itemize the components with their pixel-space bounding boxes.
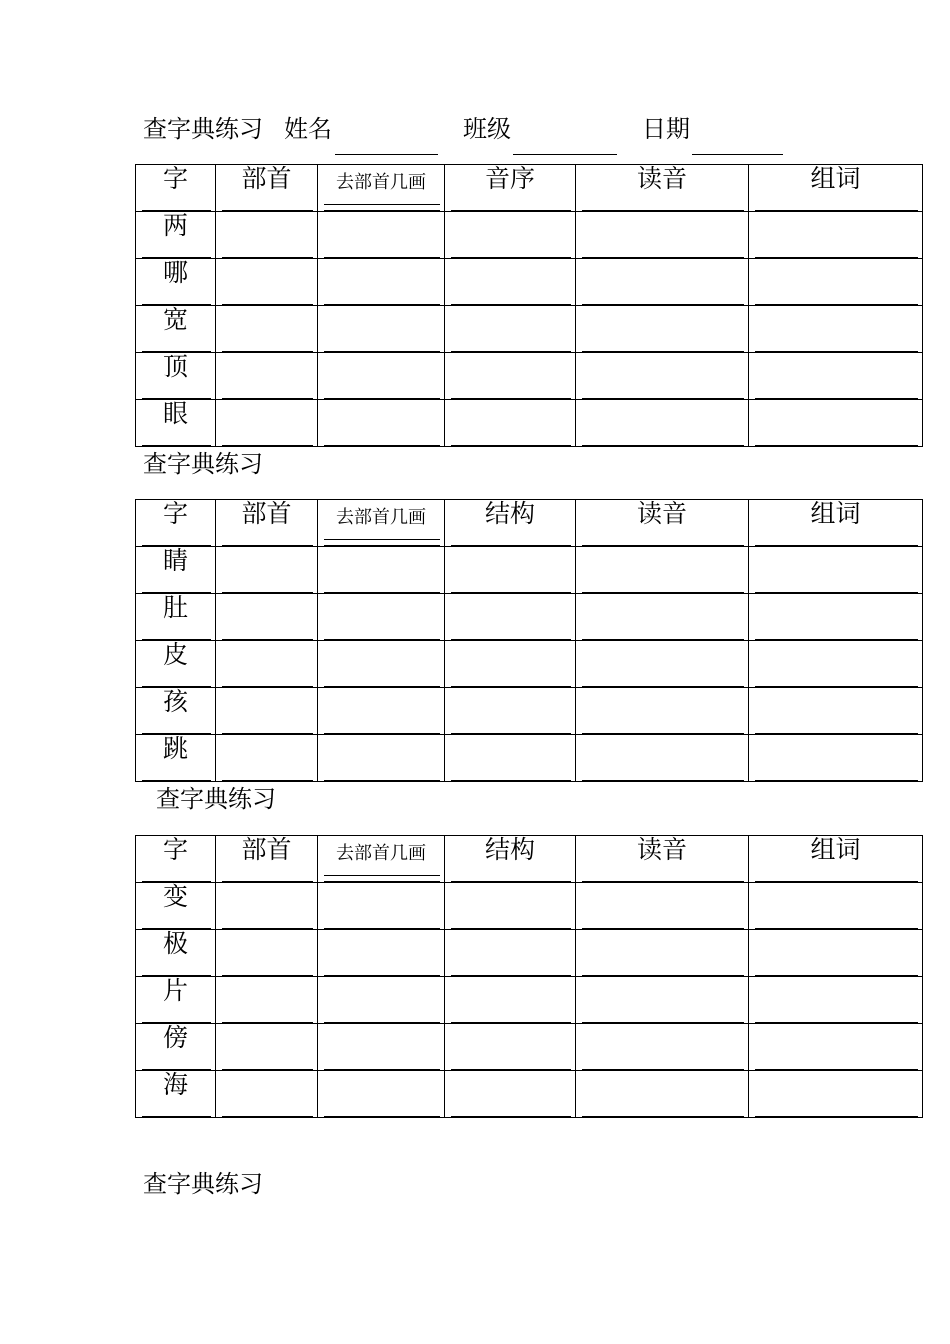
date-label: 日期 bbox=[642, 115, 690, 143]
table-header-row bbox=[136, 165, 923, 212]
answer-cell[interactable] bbox=[749, 594, 923, 641]
answer-cell[interactable] bbox=[216, 594, 318, 641]
worksheet-title: 查字典练习 bbox=[143, 115, 263, 143]
column-header-char: 字 bbox=[136, 165, 216, 212]
answer-cell[interactable] bbox=[749, 883, 923, 930]
answer-cell[interactable] bbox=[445, 688, 576, 735]
table-row bbox=[136, 259, 923, 306]
answer-cell[interactable] bbox=[216, 977, 318, 1024]
answer-cell[interactable] bbox=[318, 641, 445, 688]
char-cell: 眼 bbox=[136, 400, 216, 447]
table-row bbox=[136, 883, 923, 930]
answer-cell[interactable] bbox=[216, 735, 318, 782]
answer-cell[interactable] bbox=[576, 688, 749, 735]
char-cell: 孩 bbox=[136, 688, 216, 735]
column-header-radical: 部首 bbox=[216, 500, 318, 547]
answer-cell[interactable] bbox=[576, 259, 749, 306]
answer-cell[interactable] bbox=[318, 353, 445, 400]
answer-cell[interactable] bbox=[318, 400, 445, 447]
answer-cell[interactable] bbox=[576, 1071, 749, 1118]
column-header-char: 字 bbox=[136, 500, 216, 547]
answer-cell[interactable] bbox=[445, 977, 576, 1024]
answer-cell[interactable] bbox=[749, 353, 923, 400]
char-cell: 睛 bbox=[136, 547, 216, 594]
answer-cell[interactable] bbox=[318, 688, 445, 735]
answer-cell[interactable] bbox=[576, 1024, 749, 1071]
char-cell: 极 bbox=[136, 930, 216, 977]
column-header-word: 组词 bbox=[749, 500, 923, 547]
date-blank[interactable] bbox=[692, 154, 783, 155]
answer-cell[interactable] bbox=[749, 547, 923, 594]
column-header-char: 字 bbox=[136, 836, 216, 883]
answer-cell[interactable] bbox=[216, 1024, 318, 1071]
answer-cell[interactable] bbox=[576, 930, 749, 977]
answer-cell[interactable] bbox=[318, 977, 445, 1024]
answer-cell[interactable] bbox=[445, 259, 576, 306]
column-header-strokes: 去部首几画 bbox=[318, 165, 445, 212]
column-header-pronunciation: 读音 bbox=[576, 836, 749, 883]
answer-cell[interactable] bbox=[216, 930, 318, 977]
table-row bbox=[136, 594, 923, 641]
answer-cell[interactable] bbox=[576, 547, 749, 594]
answer-cell[interactable] bbox=[216, 883, 318, 930]
table-row bbox=[136, 400, 923, 447]
char-cell: 片 bbox=[136, 977, 216, 1024]
answer-cell[interactable] bbox=[576, 594, 749, 641]
answer-cell[interactable] bbox=[445, 306, 576, 353]
answer-cell[interactable] bbox=[749, 1071, 923, 1118]
char-cell: 皮 bbox=[136, 641, 216, 688]
answer-cell[interactable] bbox=[576, 883, 749, 930]
column-header-4: 音序 bbox=[445, 165, 576, 212]
column-header-pronunciation: 读音 bbox=[576, 165, 749, 212]
answer-cell[interactable] bbox=[576, 306, 749, 353]
char-cell: 傍 bbox=[136, 1024, 216, 1071]
header-underline bbox=[324, 875, 440, 876]
answer-cell[interactable] bbox=[216, 400, 318, 447]
answer-cell[interactable] bbox=[445, 735, 576, 782]
answer-cell[interactable] bbox=[445, 641, 576, 688]
column-header-radical: 部首 bbox=[216, 165, 318, 212]
practice-table-2 bbox=[135, 499, 923, 782]
answer-cell[interactable] bbox=[576, 735, 749, 782]
char-cell: 跳 bbox=[136, 735, 216, 782]
answer-cell[interactable] bbox=[216, 212, 318, 259]
answer-cell[interactable] bbox=[318, 1024, 445, 1071]
table-row bbox=[136, 688, 923, 735]
table-row bbox=[136, 212, 923, 259]
answer-cell[interactable] bbox=[318, 547, 445, 594]
answer-cell[interactable] bbox=[318, 883, 445, 930]
table-header-row bbox=[136, 836, 923, 883]
answer-cell[interactable] bbox=[749, 735, 923, 782]
column-header-structure: 结构 bbox=[445, 836, 576, 883]
answer-cell[interactable] bbox=[318, 1071, 445, 1118]
answer-cell[interactable] bbox=[576, 641, 749, 688]
column-header-word: 组词 bbox=[749, 165, 923, 212]
answer-cell[interactable] bbox=[576, 977, 749, 1024]
answer-cell[interactable] bbox=[749, 400, 923, 447]
answer-cell[interactable] bbox=[445, 353, 576, 400]
answer-cell[interactable] bbox=[216, 306, 318, 353]
answer-cell[interactable] bbox=[318, 930, 445, 977]
answer-cell[interactable] bbox=[216, 641, 318, 688]
answer-cell[interactable] bbox=[318, 259, 445, 306]
answer-cell[interactable] bbox=[318, 735, 445, 782]
answer-cell[interactable] bbox=[749, 212, 923, 259]
table-row bbox=[136, 977, 923, 1024]
table-row bbox=[136, 306, 923, 353]
table-row bbox=[136, 1024, 923, 1071]
answer-cell[interactable] bbox=[445, 883, 576, 930]
answer-cell[interactable] bbox=[445, 212, 576, 259]
char-cell: 海 bbox=[136, 1071, 216, 1118]
answer-cell[interactable] bbox=[749, 306, 923, 353]
answer-cell[interactable] bbox=[749, 259, 923, 306]
answer-cell[interactable] bbox=[318, 212, 445, 259]
answer-cell[interactable] bbox=[749, 1024, 923, 1071]
column-header-pronunciation: 读音 bbox=[576, 500, 749, 547]
name-blank[interactable] bbox=[335, 154, 438, 155]
column-header-structure: 结构 bbox=[445, 500, 576, 547]
answer-cell[interactable] bbox=[749, 688, 923, 735]
answer-cell[interactable] bbox=[445, 1071, 576, 1118]
answer-cell[interactable] bbox=[749, 641, 923, 688]
answer-cell[interactable] bbox=[318, 306, 445, 353]
worksheet-header bbox=[143, 112, 843, 162]
section-title-4: 查字典练习 bbox=[143, 1170, 263, 1198]
answer-cell[interactable] bbox=[749, 977, 923, 1024]
char-cell: 两 bbox=[136, 212, 216, 259]
answer-cell[interactable] bbox=[445, 547, 576, 594]
column-header-strokes: 去部首几画 bbox=[318, 836, 445, 883]
header-underline bbox=[324, 204, 440, 205]
column-header-radical: 部首 bbox=[216, 836, 318, 883]
answer-cell[interactable] bbox=[216, 353, 318, 400]
answer-cell[interactable] bbox=[445, 400, 576, 447]
answer-cell[interactable] bbox=[318, 594, 445, 641]
answer-cell[interactable] bbox=[216, 688, 318, 735]
practice-table-3 bbox=[135, 835, 923, 1118]
answer-cell[interactable] bbox=[576, 212, 749, 259]
table-row bbox=[136, 547, 923, 594]
table-row bbox=[136, 641, 923, 688]
char-cell: 顶 bbox=[136, 353, 216, 400]
column-header-word: 组词 bbox=[749, 836, 923, 883]
table-row bbox=[136, 353, 923, 400]
answer-cell[interactable] bbox=[749, 930, 923, 977]
class-label: 班级 bbox=[463, 115, 511, 143]
practice-table-1 bbox=[135, 164, 923, 447]
answer-cell[interactable] bbox=[445, 930, 576, 977]
answer-cell[interactable] bbox=[445, 1024, 576, 1071]
answer-cell[interactable] bbox=[216, 1071, 318, 1118]
table-row bbox=[136, 735, 923, 782]
answer-cell[interactable] bbox=[445, 594, 576, 641]
char-cell: 变 bbox=[136, 883, 216, 930]
char-cell: 哪 bbox=[136, 259, 216, 306]
table-row bbox=[136, 930, 923, 977]
name-label: 姓名 bbox=[284, 115, 332, 143]
header-underline bbox=[324, 539, 440, 540]
column-header-strokes: 去部首几画 bbox=[318, 500, 445, 547]
section-title-2: 查字典练习 bbox=[143, 450, 263, 478]
answer-cell[interactable] bbox=[216, 259, 318, 306]
char-cell: 宽 bbox=[136, 306, 216, 353]
answer-cell[interactable] bbox=[576, 400, 749, 447]
section-title-3: 查字典练习 bbox=[156, 785, 276, 813]
answer-cell[interactable] bbox=[216, 547, 318, 594]
table-header-row bbox=[136, 500, 923, 547]
answer-cell[interactable] bbox=[576, 353, 749, 400]
char-cell: 肚 bbox=[136, 594, 216, 641]
class-blank[interactable] bbox=[513, 154, 617, 155]
table-row bbox=[136, 1071, 923, 1118]
